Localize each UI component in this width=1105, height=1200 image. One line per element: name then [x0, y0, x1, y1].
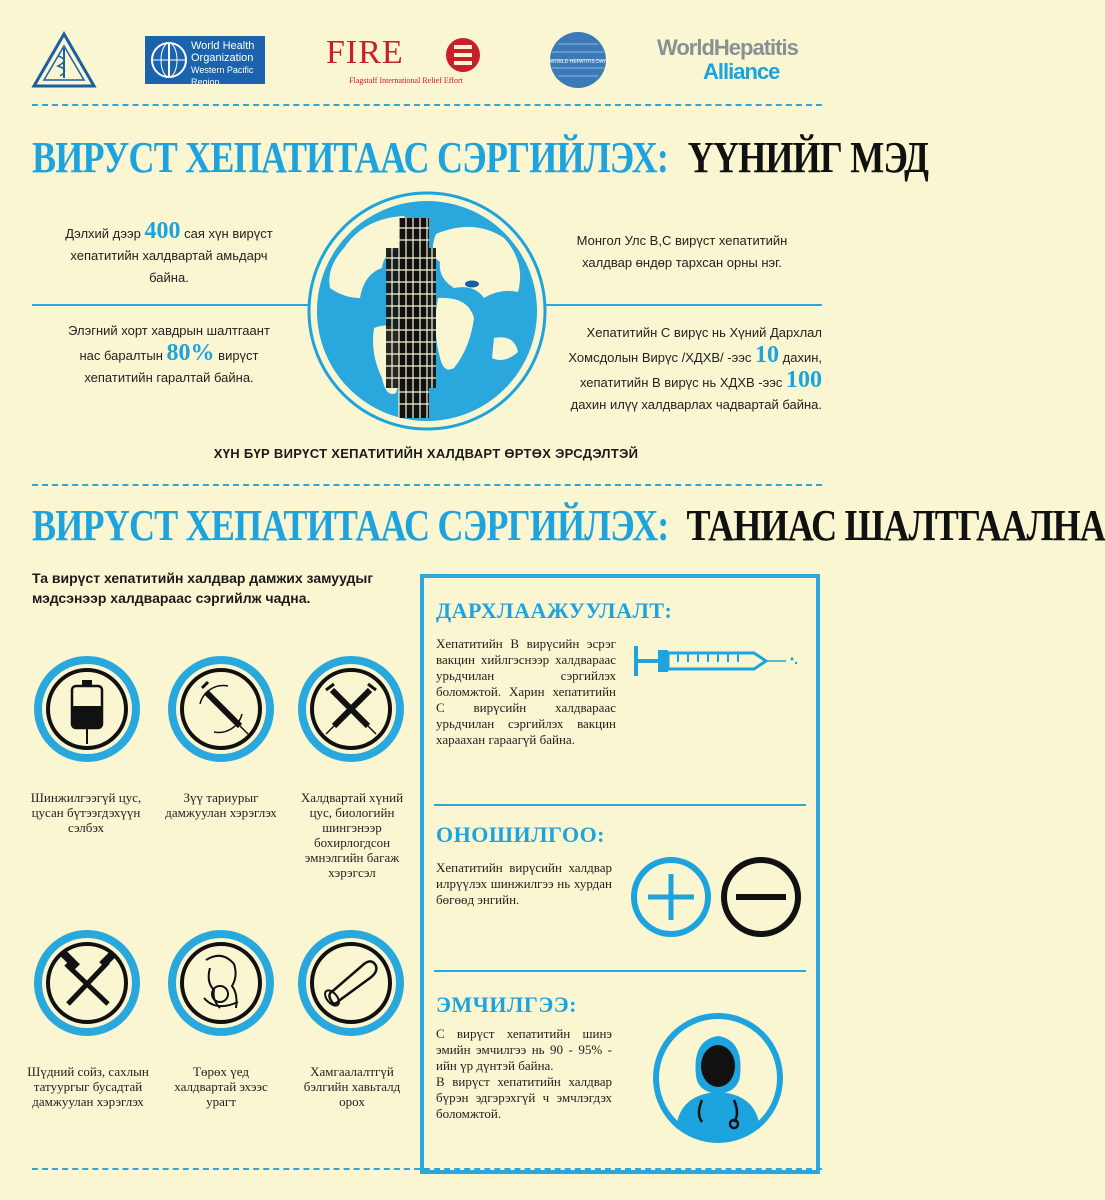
stat-world-pre: Дэлхий дээр [65, 226, 141, 241]
section1-title-black: ҮҮНИЙГ МЭД [687, 133, 929, 182]
route-circle-sexual [298, 930, 404, 1036]
stat-inf-number1: 10 [755, 342, 779, 368]
section2-title-blue: ВИРҮСТ ХЕПАТИТААС СЭРГИЙЛЭХ: [32, 501, 669, 550]
who-line3: Western Pacific Region [191, 65, 254, 87]
world-globe-icon [304, 188, 550, 434]
divider [32, 484, 822, 486]
syringe-icon [176, 664, 266, 754]
vaccination-title: ДАРХЛААЖУУЛАЛТ: [436, 598, 673, 623]
section2-title-black: ТАНИАС ШАЛТГААЛНА [686, 501, 1105, 550]
route-circle-instruments [298, 656, 404, 762]
stat-world-number: 400 [144, 218, 181, 244]
section1-title-blue: ВИРУСТ ХЕПАТИТААС СЭРГИЙЛЭХ: [32, 133, 669, 182]
crossed-syringes-icon [306, 664, 396, 754]
stat-inf-line4: дахин илүү халдварлах чадвартай байна. [570, 397, 822, 412]
stat-world-line2: хепатитийн халдвартай амьдарч [70, 248, 268, 263]
minus-icon [718, 854, 804, 940]
fire-seal-icon [444, 36, 482, 74]
who-emblem-icon [149, 40, 189, 80]
fire-name: FIRE [326, 34, 404, 71]
blood-bag-icon [42, 664, 132, 754]
stat-liver-post: вирүст [218, 348, 259, 363]
treatment-title: ЭМЧИЛГЭЭ: [436, 992, 578, 1017]
world-hepatitis-day-globe-icon [548, 30, 608, 90]
syringe-icon [630, 638, 802, 682]
wha-logo [657, 36, 798, 84]
stat-inf-post: дахин, [782, 350, 822, 365]
risk-statement: ХҮН БҮР ВИРҮСТ ХЕПАТИТИЙН ХАЛДВАРТ ӨРТӨХ ЭРСДЭЛТЭЙ [213, 446, 639, 461]
stat-liver-cancer [40, 320, 298, 389]
stat-liver-line3: хепатитийн гаралтай байна. [84, 370, 254, 385]
treatment-text-hcv: С вирүст хепатитийн шинэ эмийн эмчилгээ нь 90 - 95% - ийн үр дүнтэй байна. [436, 1026, 612, 1073]
stat-inf-number2: 100 [786, 367, 822, 393]
route-label-personal-items: Шүдний сойз, сахлын татуургыг бусадтай дамжуулан хэрэглэх [27, 1064, 149, 1109]
stat-mongolia-line1: Монгол Улс В,С вирүст хепатитийн [576, 233, 788, 248]
diagnosis-text: Хепатитийн вирүсийн халдвар илрүүлэх шинжилгээ нь хурдан бөгөөд энгийн. [436, 860, 612, 907]
mother-baby-icon [176, 938, 266, 1028]
divider [32, 104, 822, 106]
route-circle-blood [34, 656, 140, 762]
intro-text: Та вирүст хепатитийн халдвар дамжих замуудыг мэдсэнээр халдвараас сэргийлж чадна. [32, 570, 374, 606]
route-circle-mother [168, 930, 274, 1036]
who-logo [145, 36, 265, 87]
plus-icon [628, 854, 714, 940]
stat-world-line3: байна. [149, 270, 189, 285]
route-circle-syringe [168, 656, 274, 762]
divider [32, 1168, 822, 1170]
who-line2: Organization [191, 52, 254, 64]
stat-liver-pre: нас баралтын [79, 348, 163, 363]
toothbrush-razor-icon [42, 938, 132, 1028]
fire-subtitle: Flagstaff International Relief Effort [349, 76, 463, 85]
vaccination-text: Хепатитийн В вирүсийн эсрэг вакцин хийлгэснээр халдвараас урьдчилан сэргийлэх боломжтой. Харин хепатитийн С вирүсийн халдвараас урьдчилан сэргийлэх вакцин хараахан гараагүй байна. [436, 636, 616, 747]
route-circle-personal-items [34, 930, 140, 1036]
stat-inf-pre2: хепатитийн В вирүс нь ХДХВ -ээс [579, 375, 783, 390]
stat-mongolia-line2: халдвар өндөр тархсан орны нэг. [582, 255, 782, 270]
route-label-instruments: Халдвартай хүний цус, биологийн шингэнээр бохирлогдсон эмнэлгийн багаж хэрэгсэл [300, 790, 404, 880]
diagnosis-title: ОНОШИЛГОО: [436, 822, 606, 847]
stat-liver-number: 80% [166, 340, 215, 366]
doctor-icon [650, 1010, 786, 1146]
triangle-logo-icon [30, 30, 98, 90]
wha-line1: WorldHepatitis [657, 35, 798, 60]
section1-title [32, 132, 928, 183]
stat-mongolia [556, 230, 808, 274]
panel-divider [434, 970, 806, 972]
stat-inf-pre: Хомсдолын Вирүс /ХДХВ/ -ээс [568, 350, 752, 365]
route-label-mother: Төрөх үед халдвартай эхээс урагт [174, 1064, 268, 1109]
divider-right [544, 304, 822, 306]
stat-liver-line1: Элэгний хорт хавдрын шалтгаант [68, 323, 270, 338]
route-label-syringe: Зүү тариурыг дамжуулан хэрэглэх [165, 790, 277, 820]
fire-logo [326, 34, 486, 90]
prevention-panel [420, 574, 820, 1174]
treatment-text-hbv: В вирүст хепатитийн халдвар бүрэн эдгэрэхгүй ч эмчлэгдэх боломжтой. [436, 1074, 612, 1121]
panel-divider [434, 804, 806, 806]
route-label-sexual: Хамгаалалтгүй бэлгийн хавьталд орох [303, 1064, 401, 1109]
condom-icon [306, 938, 396, 1028]
treatment-text [436, 1026, 612, 1122]
whd-text: WORLD HEPATITIS DAY [549, 59, 607, 65]
section2-title [32, 500, 1105, 551]
stat-inf-line1: Хепатитийн С вирүс нь Хүний Дархлал [586, 325, 822, 340]
divider-left [32, 304, 310, 306]
route-label-blood: Шинжилгээгүй цус, цусан бүтээгдэхүүн сэлбэх [30, 790, 142, 835]
stat-infectivity [530, 322, 822, 416]
wha-line2: Alliance [703, 59, 780, 84]
who-line1: World Health [191, 40, 255, 52]
stat-world-mid: сая хүн вирүст [184, 226, 273, 241]
stat-world [40, 220, 298, 289]
